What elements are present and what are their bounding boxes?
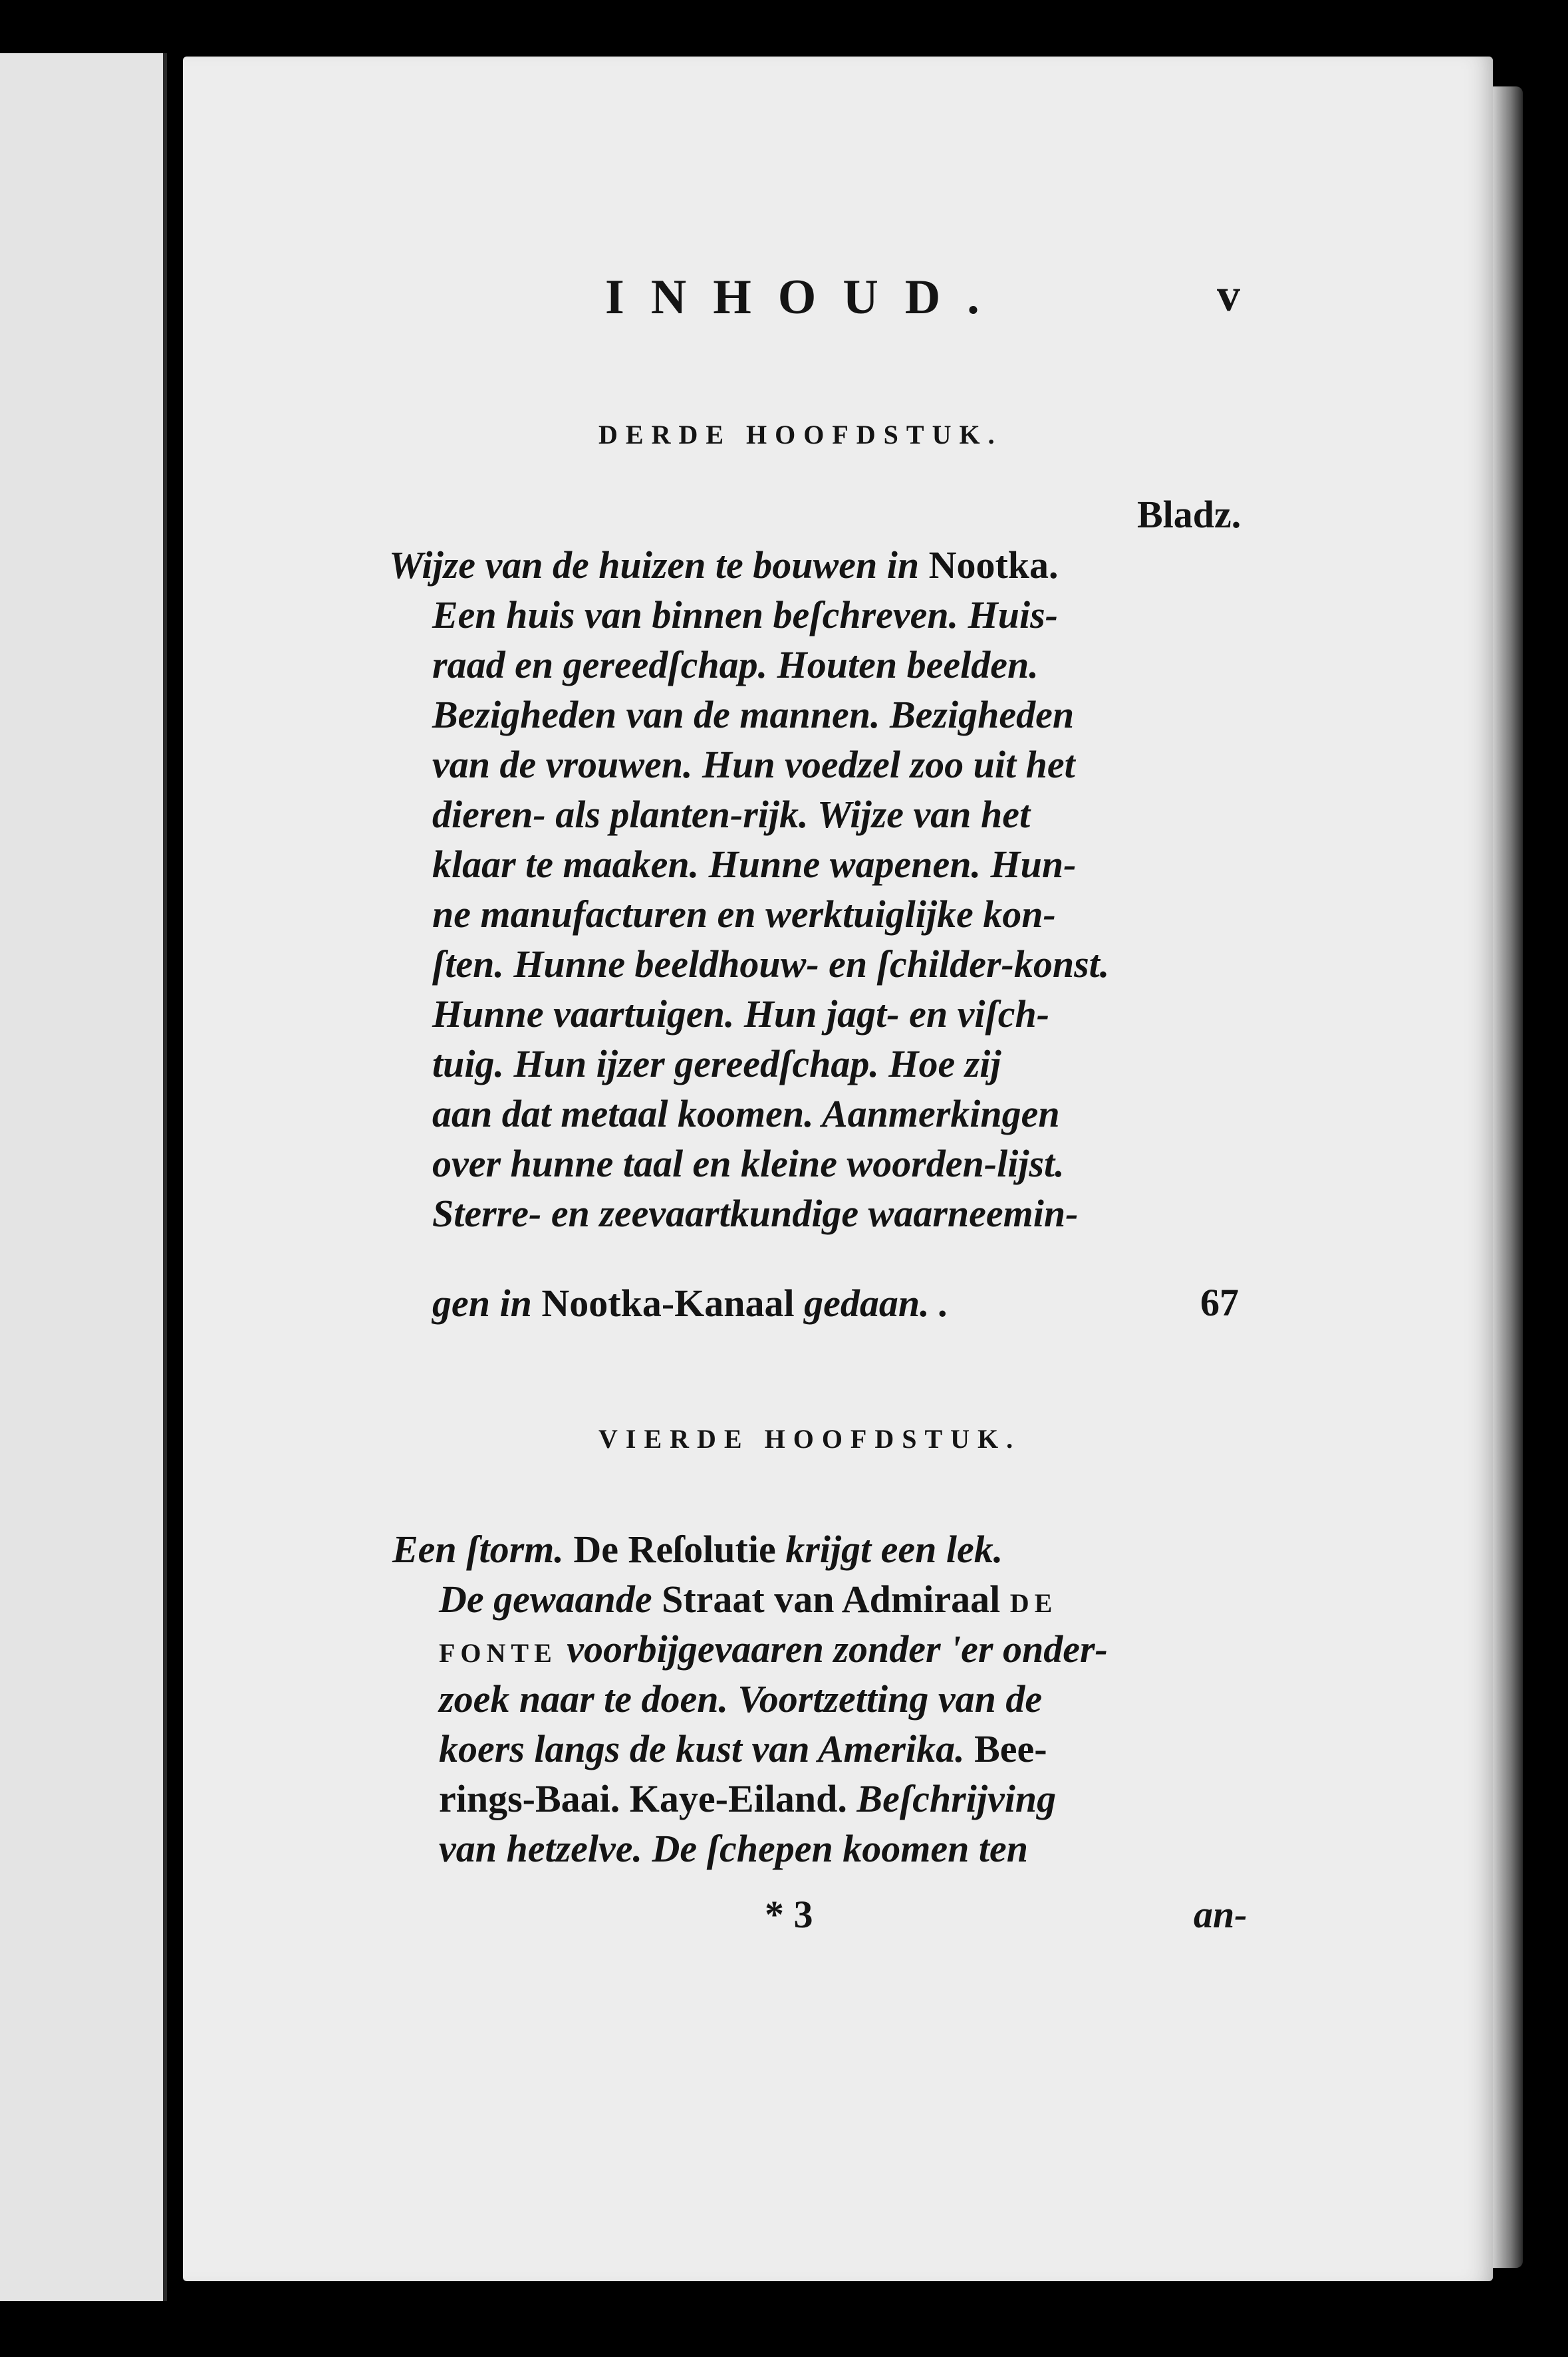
page-block-edge (1493, 86, 1523, 2268)
page-column-label: Bladz. (1137, 493, 1241, 536)
toc-line: Sterre- en zeevaartkundige waarneemin- (432, 1192, 1079, 1235)
toc-line: aan dat metaal koomen. Aanmerkingen (432, 1092, 1060, 1135)
toc-line: zoek naar te doen. Voortzetting van de (439, 1677, 1043, 1721)
toc-line: klaar te maaken. Hunne wapenen. Hun- (432, 843, 1077, 886)
toc-line: ſten. Hunne beeldhouw- en ſchilder-konst. (432, 942, 1110, 986)
chapter-4-heading: VIERDE HOOFDSTUK. (598, 1424, 1021, 1454)
toc-line: koers langs de kust van Amerika. Bee- (439, 1727, 1047, 1770)
running-head-title: INHOUD. (605, 270, 1006, 325)
toc-line: ne manufacturen en werktuiglijke kon- (432, 893, 1056, 936)
catchword: an- (1194, 1893, 1247, 1936)
toc-line: van de vrouwen. Hun voedzel zoo uit het (432, 743, 1075, 786)
toc-line: van hetzelve. De ſchepen koomen ten (439, 1827, 1028, 1870)
toc-line: Een huis van binnen beſchreven. Huis- (432, 593, 1058, 636)
facing-page-edge (0, 53, 167, 2301)
toc-line: Bezigheden van de mannen. Bezigheden (432, 693, 1075, 736)
toc-line: De gewaande Straat van Admiraal DE (439, 1578, 1058, 1621)
page-number: 67 (1200, 1281, 1239, 1324)
toc-line: tuig. Hun ijzer gereedſchap. Hoe zij (432, 1042, 1001, 1085)
toc-line: gen in Nootka-Kanaal gedaan. . (432, 1282, 949, 1325)
toc-line: FONTE voorbijgevaaren zonder 'er onder- (439, 1627, 1108, 1671)
toc-line: Hunne vaartuigen. Hun jagt- en viſch- (432, 992, 1050, 1036)
toc-line: dieren- als planten-rijk. Wijze van het (432, 793, 1031, 836)
toc-line: over hunne taal en kleine woorden-lijst. (432, 1142, 1065, 1185)
page-folio: v (1217, 270, 1240, 321)
toc-line: raad en gereedſchap. Houten beelden. (432, 643, 1039, 686)
toc-line: Een ſtorm. De Reſolutie krijgt een lek. (392, 1528, 1003, 1571)
toc-line: rings-Baai. Kaye-Eiland. Beſchrijving (439, 1777, 1057, 1820)
signature-mark: * 3 (765, 1893, 813, 1936)
chapter-3-heading: DERDE HOOFDSTUK. (598, 420, 1003, 450)
toc-line: Wijze van de huizen te bouwen in Nootka. (389, 543, 1059, 587)
